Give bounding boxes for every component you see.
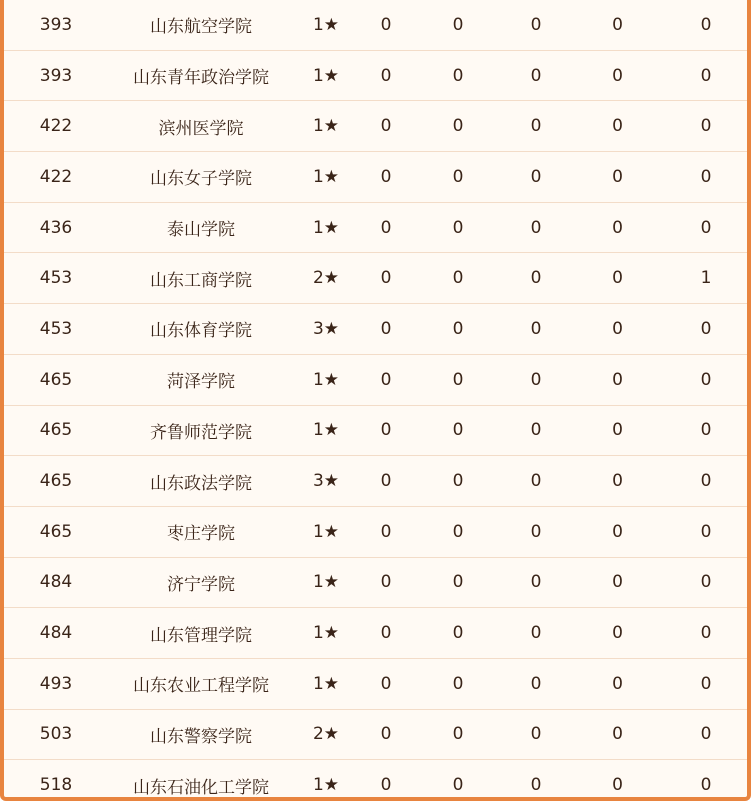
value-cell-5: 0 [665,456,747,507]
value-cell-5: 0 [700,775,712,796]
rank-cell: 422 [4,101,108,152]
value-cell-5: 0 [665,709,747,760]
table-row [4,608,747,659]
university-name-cell: 山东体育学院 [108,304,294,355]
value-cell-4: 0 [570,152,665,203]
ranking-table-body [4,0,747,801]
university-name-cell: 山东工商学院 [108,253,294,304]
university-name-cell: 山东青年政治学院 [108,50,294,101]
value-cell-2: 0 [414,253,502,304]
university-name-cell: 滨州医学院 [108,101,294,152]
value-cell-1: 0 [358,304,414,355]
table-row [4,354,747,405]
value-cell-4: 0 [570,101,665,152]
value-cell-3: 0 [502,253,570,304]
star-level-cell: 3★ [294,456,358,507]
value-cell-1: 0 [358,101,414,152]
value-cell-1: 0 [358,608,414,659]
rank-cell: 484 [4,557,108,608]
ranking-table [4,0,747,801]
value-cell-5: 0 [665,506,747,557]
value-cell-2: 0 [452,775,464,796]
star-level-cell: 2★ [294,709,358,760]
value-cell-1: 0 [358,506,414,557]
rank-cell: 493 [4,658,108,709]
value-cell-4: 0 [570,557,665,608]
rank-cell: 453 [4,304,108,355]
star-level-cell: 1★ [294,658,358,709]
value-cell-1: 0 [358,253,414,304]
value-cell-5: 0 [665,50,747,101]
university-name-cell: 泰山学院 [108,202,294,253]
value-cell-1: 0 [358,405,414,456]
table-row [4,456,747,507]
value-cell-3: 0 [502,658,570,709]
value-cell-2: 0 [414,608,502,659]
value-cell-5: 0 [665,405,747,456]
star-level-cell: 1★ [294,152,358,203]
university-name-cell: 山东农业工程学院 [108,658,294,709]
value-cell-1: 0 [358,0,414,50]
value-cell-4: 0 [570,658,665,709]
value-cell-3: 0 [502,202,570,253]
university-name-cell: 山东警察学院 [108,709,294,760]
university-name-cell: 齐鲁师范学院 [108,405,294,456]
table-row [4,101,747,152]
rank-cell: 393 [4,50,108,101]
star-level-cell: 1★ [294,101,358,152]
value-cell-4: 0 [570,354,665,405]
rank-cell: 484 [4,608,108,659]
value-cell-4: 0 [570,456,665,507]
table-row [4,405,747,456]
star-level-cell: 1★ [294,557,358,608]
university-name-cell: 枣庄学院 [108,506,294,557]
rank-cell: 465 [4,405,108,456]
value-cell-4: 0 [570,608,665,659]
value-cell-3: 0 [502,506,570,557]
table-row [4,50,747,101]
table-row [4,152,747,203]
value-cell-4: 0 [570,405,665,456]
table-row [4,202,747,253]
value-cell-2: 0 [414,0,502,50]
rank-cell: 436 [4,202,108,253]
table-row [4,253,747,304]
rank-cell: 465 [4,354,108,405]
value-cell-5: 0 [665,202,747,253]
value-cell-2: 0 [414,557,502,608]
value-cell-5: 0 [665,658,747,709]
value-cell-1: 0 [358,709,414,760]
star-level-cell: 2★ [294,253,358,304]
value-cell-1: 0 [380,775,392,796]
star-level-cell: 3★ [294,304,358,355]
star-level-cell: 1★ [294,202,358,253]
value-cell-3: 0 [502,354,570,405]
table-row [4,304,747,355]
value-cell-1: 0 [358,354,414,405]
value-cell-5: 0 [665,354,747,405]
value-cell-5: 0 [665,0,747,50]
university-name-cell: 山东航空学院 [108,0,294,50]
value-cell-4: 0 [570,253,665,304]
table-row [4,0,747,50]
value-cell-3: 0 [502,50,570,101]
university-name-cell: 菏泽学院 [108,354,294,405]
value-cell-2: 0 [414,506,502,557]
table-row [4,760,747,801]
value-cell-3: 0 [502,456,570,507]
value-cell-3: 0 [502,304,570,355]
value-cell-4: 0 [570,709,665,760]
value-cell-1: 0 [358,658,414,709]
value-cell-2: 0 [414,354,502,405]
value-cell-2: 0 [414,709,502,760]
rank-cell: 422 [4,152,108,203]
rank-cell: 503 [4,709,108,760]
star-level-cell: 1★ [312,775,340,796]
value-cell-4: 0 [570,202,665,253]
university-name-cell: 济宁学院 [108,557,294,608]
value-cell-2: 0 [414,456,502,507]
value-cell-1: 0 [358,456,414,507]
university-name-cell: 山东政法学院 [108,456,294,507]
value-cell-5: 1 [665,253,747,304]
value-cell-4: 0 [570,304,665,355]
star-level-cell: 1★ [294,405,358,456]
value-cell-2: 0 [414,304,502,355]
value-cell-5: 0 [665,304,747,355]
value-cell-5: 0 [665,608,747,659]
star-level-cell: 1★ [294,354,358,405]
rank-cell: 393 [4,0,108,50]
value-cell-3: 0 [502,608,570,659]
value-cell-4: 0 [570,50,665,101]
university-name-cell: 山东管理学院 [108,608,294,659]
value-cell-5: 0 [665,101,747,152]
rank-cell: 518 [39,775,73,796]
table-row [4,557,747,608]
value-cell-3: 0 [502,152,570,203]
rank-cell: 465 [4,506,108,557]
value-cell-2: 0 [414,202,502,253]
rank-cell: 465 [4,456,108,507]
value-cell-1: 0 [358,557,414,608]
value-cell-3: 0 [502,405,570,456]
value-cell-5: 0 [665,152,747,203]
value-cell-4: 0 [570,0,665,50]
value-cell-3: 0 [502,0,570,50]
star-level-cell: 1★ [294,50,358,101]
value-cell-2: 0 [414,405,502,456]
value-cell-5: 0 [665,557,747,608]
table-row [4,658,747,709]
value-cell-3: 0 [502,557,570,608]
table-row [4,709,747,760]
value-cell-3: 0 [502,709,570,760]
value-cell-2: 0 [414,658,502,709]
star-level-cell: 1★ [294,0,358,50]
value-cell-1: 0 [358,50,414,101]
value-cell-1: 0 [358,152,414,203]
value-cell-2: 0 [414,152,502,203]
value-cell-3: 0 [530,775,542,796]
star-level-cell: 1★ [294,506,358,557]
value-cell-1: 0 [358,202,414,253]
star-level-cell: 1★ [294,608,358,659]
value-cell-2: 0 [414,101,502,152]
table-row [4,506,747,557]
value-cell-4: 0 [570,506,665,557]
university-name-cell: 山东石油化工学院 [133,777,269,798]
value-cell-4: 0 [612,775,623,796]
value-cell-3: 0 [502,101,570,152]
university-name-cell: 山东女子学院 [108,152,294,203]
rank-cell: 453 [4,253,108,304]
value-cell-2: 0 [414,50,502,101]
